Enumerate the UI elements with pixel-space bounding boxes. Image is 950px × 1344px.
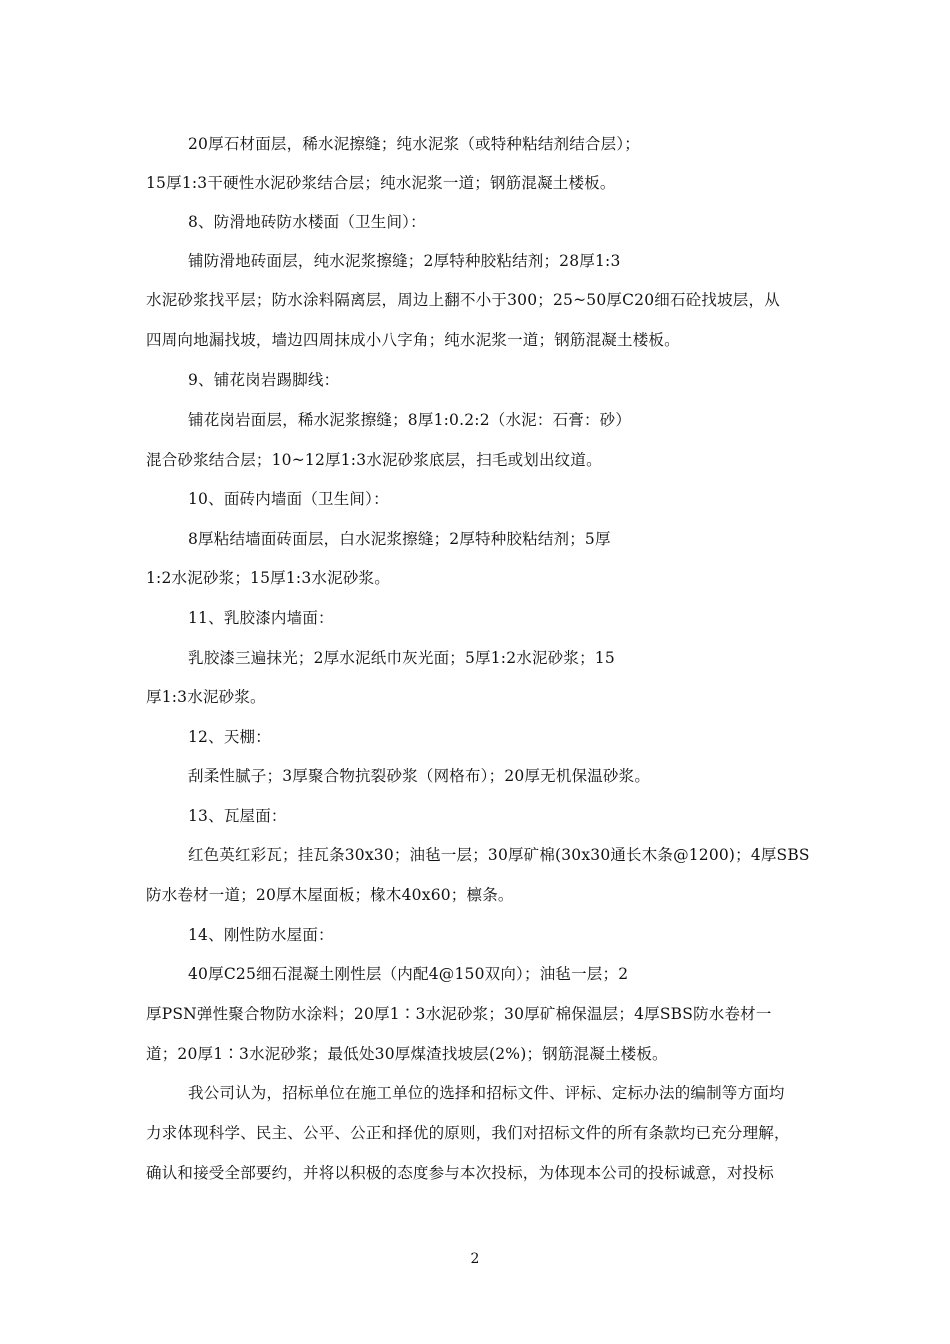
text-line: 确认和接受全部要约，并将以积极的态度参与本次投标，为体现本公司的投标诚意，对投标 [146,1164,775,1182]
section-heading: 10、面砖内墙面（卫生间）： [188,490,389,508]
text-line: 铺防滑地砖面层，纯水泥浆擦缝；2厚特种胶粘结剂；28厚1:3 [188,252,621,270]
text-line: 15厚1:3干硬性水泥砂浆结合层；纯水泥浆一道；钢筋混凝土楼板。 [146,174,616,192]
text-line: 四周向地漏找坡，墙边四周抹成小八字角；纯水泥浆一道；钢筋混凝土楼板。 [146,331,680,349]
text-line: 力求体现科学、民主、公平、公正和择优的原则，我们对招标文件的所有条款均已充分理解， [146,1124,790,1142]
text-line: 20厚石材面层，稀水泥擦缝；纯水泥浆（或特种粘结剂结合层）； [188,135,640,153]
text-line: 混合砂浆结合层；10~12厚1:3水泥砂浆底层，扫毛或划出纹道。 [146,451,602,469]
text-line: 乳胶漆三遍抹光；2厚水泥纸巾灰光面；5厚1:2水泥砂浆；15 [188,649,615,667]
section-heading: 13、瓦屋面： [188,807,287,825]
text-line: 刮柔性腻子；3厚聚合物抗裂砂浆（网格布）；20厚无机保温砂浆。 [188,767,651,785]
section-heading: 14、刚性防水屋面： [188,926,334,944]
page-number: 2 [470,1251,480,1267]
text-line: 红色英红彩瓦；挂瓦条30x30；油毡一层；30厚矿棉(30x30通长木条@1200)；4厚SBS [188,846,810,864]
text-line: 道；20厚1∶3水泥砂浆；最低处30厚煤渣找坡层(2%)；钢筋混凝土楼板。 [146,1045,668,1063]
text-line: 8厚粘结墙面砖面层，白水泥浆擦缝；2厚特种胶粘结剂；5厚 [188,530,611,548]
text-line: 我公司认为，招标单位在施工单位的选择和招标文件、评标、定标办法的编制等方面均 [188,1084,785,1102]
text-line: 1:2水泥砂浆；15厚1:3水泥砂浆。 [146,569,390,587]
section-heading: 8、防滑地砖防水楼面（卫生间）： [188,213,426,231]
section-heading: 9、铺花岗岩踢脚线： [188,371,340,389]
text-line: 水泥砂浆找平层；防水涂料隔离层，周边上翻不小于300；25~50厚C20细石砼找坡层，从 [146,291,780,309]
text-line: 防水卷材一道；20厚木屋面板；椽木40x60；檩条。 [146,886,514,904]
text-line: 厚PSN弹性聚合物防水涂料；20厚1∶3水泥砂浆；30厚矿棉保温层；4厚SBS防水卷材一 [146,1005,772,1023]
section-heading: 12、天棚： [188,728,271,746]
text-line: 铺花岗岩面层，稀水泥浆擦缝；8厚1:0.2:2（水泥：石膏：砂） [188,411,632,429]
text-line: 40厚C25细石混凝土刚性层（内配4@150双向）；油毡一层；2 [188,965,629,983]
text-line: 厚1:3水泥砂浆。 [146,688,266,706]
section-heading: 11、乳胶漆内墙面： [188,609,334,627]
